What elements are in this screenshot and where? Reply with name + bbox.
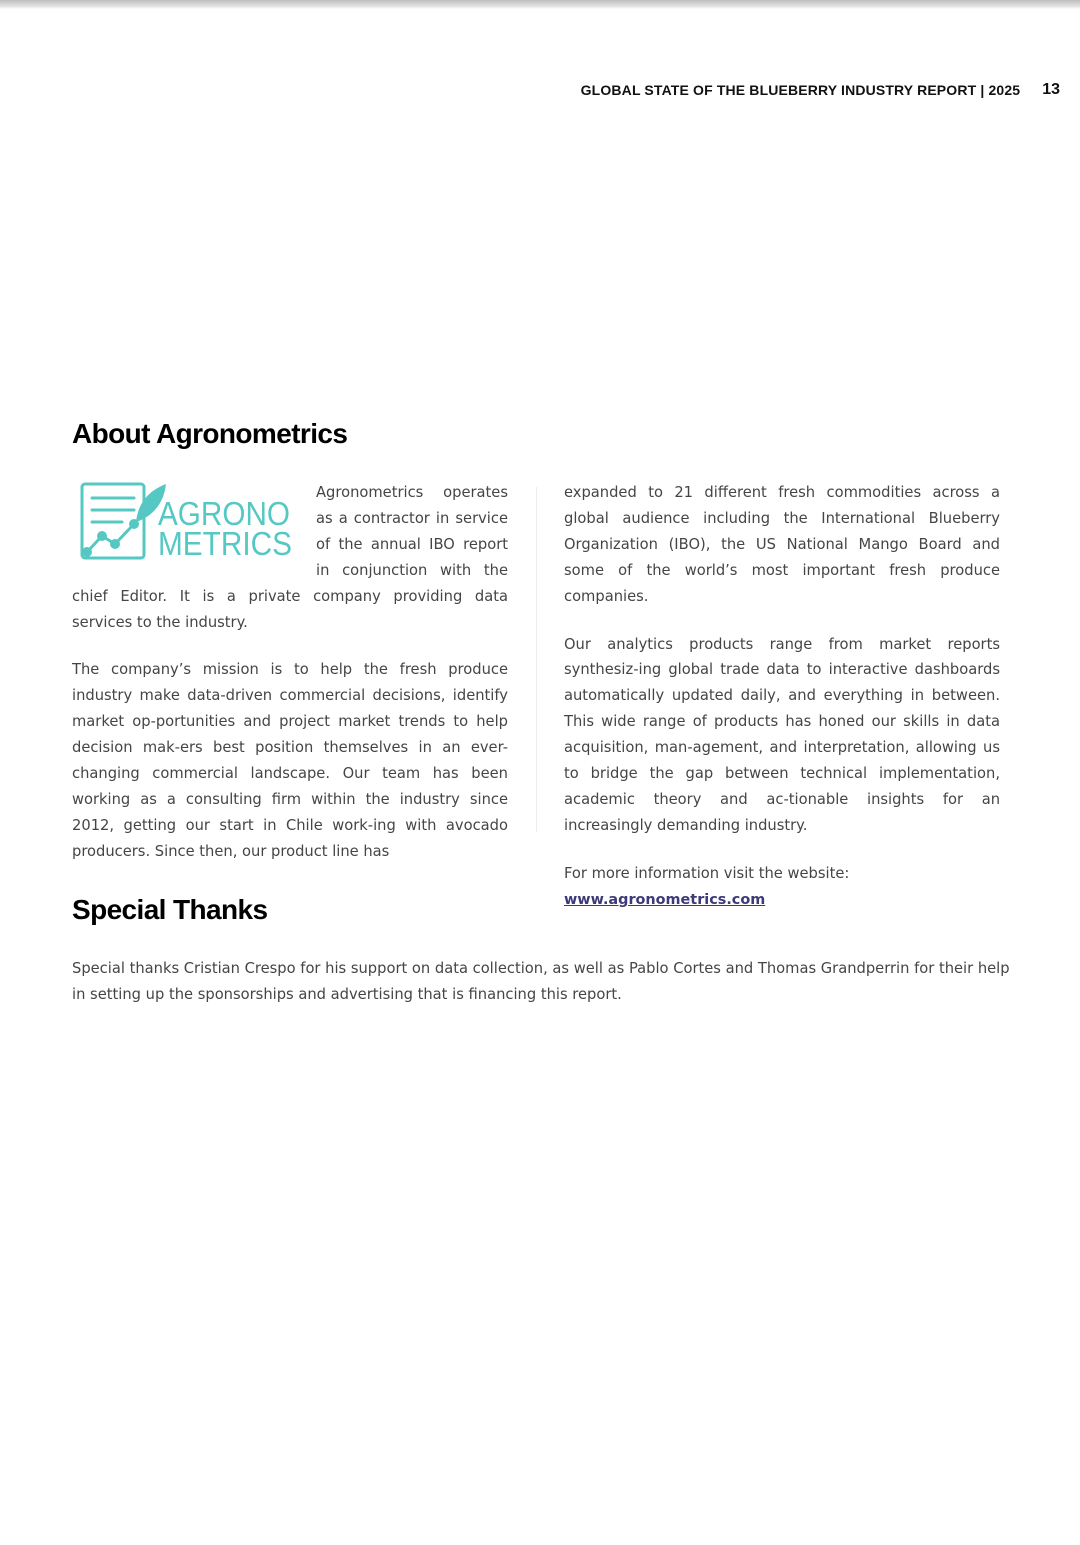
- more-info-label: For more information visit the website:: [564, 864, 850, 882]
- website-link[interactable]: www.agronometrics.com: [564, 891, 766, 908]
- report-title: GLOBAL STATE OF THE BLUEBERRY INDUSTRY REPORT | 2025: [580, 82, 1021, 98]
- special-thanks-heading: Special Thanks: [72, 894, 268, 925]
- page-number: 13: [1042, 81, 1060, 98]
- column-divider: [536, 487, 537, 832]
- about-right-column: [564, 480, 1000, 936]
- logo-text-agrono: AGRONO: [158, 495, 290, 532]
- about-expansion-paragraph: expanded to 21 different fresh commodities across a global audience including the International Blueberry Organization (IBO), the US National Mango Board and some of the world’s most important fresh produce companies.: [564, 484, 1000, 605]
- agronometrics-logo: [72, 480, 304, 583]
- document-chart-leaf-icon: [82, 484, 166, 558]
- special-thanks-paragraph: Special thanks Cristian Crespo for his support on data collection, as well as Pablo Cortes and Thomas Grandperrin for their help in setting up the sponsorships and advertising that is financing this report.: [72, 960, 1010, 1003]
- about-mission-paragraph: The company’s mission is to help the fresh produce industry make data-driven commercial decisions, identify market op-portunities and project market trends to help decision mak-ers best position themselves in an ever-changing commercial landscape. Our team has been working as a consulting firm within the industry since 2012, getting our start in Chile work-ing with avocado producers. Since then, our product line has: [72, 661, 508, 860]
- running-header: [581, 80, 1060, 100]
- about-heading: About Agronometrics: [72, 418, 348, 449]
- page-top-border: [0, 0, 1080, 9]
- about-intro-paragraph: Agronometrics operates as a contractor in service of the annual IBO report in conjunction with the chief Editor. It is a private company providing data services to the industry.: [72, 484, 508, 631]
- about-products-paragraph: Our analytics products range from market reports synthesiz-ing global trade data to interactive dashboards automatically updated daily, and everything in between. This wide range of products has honed our skills in data acquisition, man-agement, and interpretation, allowing us to bridge the gap between technical implementation, academic theory and ac-tionable insights for an increasingly demanding industry.: [564, 635, 1000, 834]
- logo-text-metrics: METRICS: [158, 525, 292, 562]
- more-info-block: [564, 861, 1000, 914]
- about-left-column: [72, 480, 508, 887]
